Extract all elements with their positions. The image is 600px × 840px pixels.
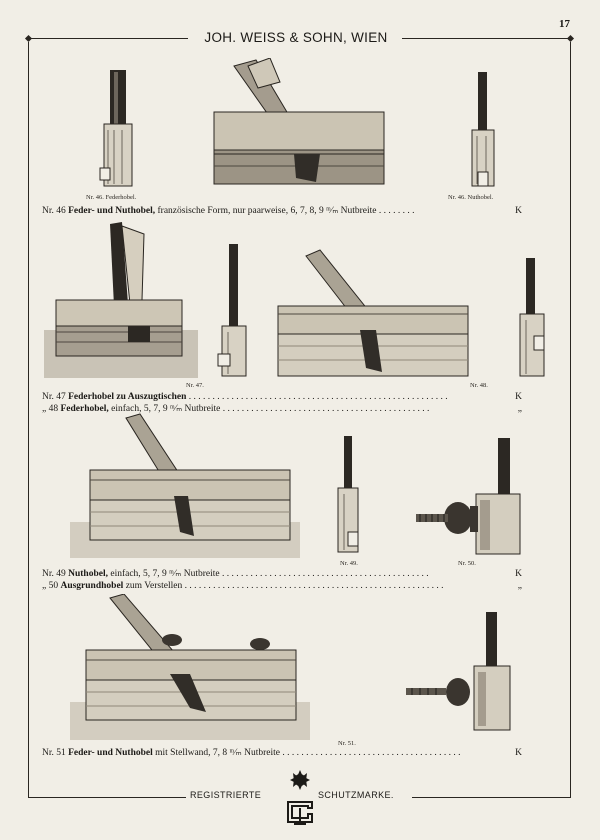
plane-illustration-47	[44, 220, 198, 380]
figure-caption: Nr. 51.	[338, 740, 356, 747]
price-label: K	[515, 392, 522, 402]
frame-bottom-left	[28, 797, 186, 798]
trademark-logo	[282, 768, 318, 828]
footer-label: REGISTRIERTE	[190, 790, 262, 800]
page-number: 17	[559, 18, 570, 30]
entry-name: Federhobel,	[60, 404, 109, 414]
plane-illustration-47-profile	[216, 244, 250, 380]
price-label: K	[515, 569, 522, 579]
plane-illustration-48	[272, 248, 472, 380]
figure-caption: Nr. 46. Nuthobel.	[448, 194, 494, 201]
header-rule-right	[402, 38, 570, 39]
plane-illustration-51	[70, 594, 310, 742]
catalog-entry: Nr. 47 Federhobel zu Auszugtischen . . . . . . . . . . . . . . . . . . . . . . . . . . . . . . . . . . . . . . . . . . . . . . . . . . . . . . . K	[42, 392, 522, 402]
catalog-entry: „ 50 Ausgrundhobel zum Verstellen . . . . . . . . . . . . . . . . . . . . . . . . . . . . . . . . . . . . . . . . . . . . . . . . . . . . . . . „	[42, 581, 522, 591]
plane-illustration-51-adjustable	[404, 612, 516, 736]
figure-caption: Nr. 48.	[470, 382, 488, 389]
catalog-entry: Nr. 46 Feder- und Nuthobel, französische Form, nur paarweise, 6, 7, 8, 9 ᵐ⁄ₘ Nutbreite . . . . . . . . K	[42, 206, 522, 216]
frame-right	[570, 42, 571, 797]
figure-caption: Nr. 50.	[458, 560, 476, 567]
catalog-entry: Nr. 49 Nuthobel, einfach, 5, 7, 9 ᵐ⁄ₘ Nutbreite . . . . . . . . . . . . . . . . . . . . . . . . . . . . . . . . . . . . . . . . . . . . K	[42, 569, 522, 579]
entry-name: Nuthobel,	[68, 569, 108, 579]
plane-illustration-46-nut	[466, 70, 500, 190]
footer-label: SCHUTZMARKE.	[318, 790, 394, 800]
header-rule-left	[28, 38, 188, 39]
plane-illustration-49-profile	[334, 436, 362, 556]
frame-left	[28, 42, 29, 797]
figure-caption: Nr. 47.	[186, 382, 204, 389]
price-label: K	[515, 206, 522, 216]
plane-illustration-50	[414, 436, 524, 558]
entry-name: Ausgrundhobel	[60, 581, 124, 591]
plane-illustration-48-profile	[516, 258, 548, 380]
plane-illustration-46-feder	[98, 66, 142, 190]
price-label: „	[517, 404, 522, 414]
entry-name: Federhobel zu Auszugtischen	[68, 392, 187, 402]
plane-illustration-46-pair	[210, 58, 388, 190]
price-label: „	[517, 581, 522, 591]
catalog-entry: „ 48 Federhobel, einfach, 5, 7, 9 ᵐ⁄ₘ Nutbreite . . . . . . . . . . . . . . . . . . . . . . . . . . . . . . . . . . . . . . . . . . . . „	[42, 404, 522, 414]
plane-illustration-49	[70, 412, 300, 560]
catalog-entry: Nr. 51 Feder- und Nuthobel mit Stellwand, 7, 8 ᵐ⁄ₘ Nutbreite . . . . . . . . . . . . . . . . . . . . . . . . . . . . . . . . . . . . . . K	[42, 748, 522, 758]
entry-name: Feder- und Nuthobel,	[68, 206, 156, 216]
figure-caption: Nr. 46. Federhobel.	[86, 194, 137, 201]
ornament-diamond	[567, 35, 574, 42]
figure-caption: Nr. 49.	[340, 560, 358, 567]
price-label: K	[515, 748, 522, 758]
entry-name: Feder- und Nuthobel	[68, 748, 153, 758]
page-title: JOH. WEISS & SOHN, WIEN	[204, 30, 388, 45]
frame-bottom-right	[412, 797, 571, 798]
